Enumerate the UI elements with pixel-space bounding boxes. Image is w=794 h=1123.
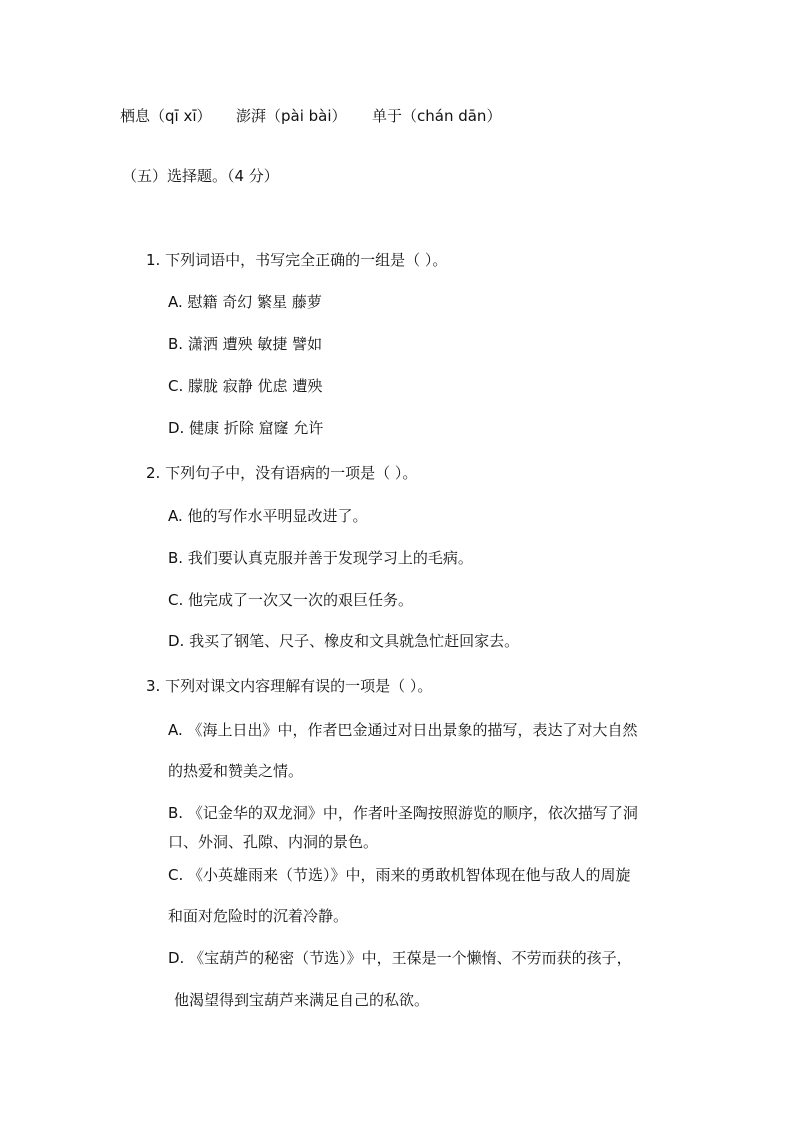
section-title: （五）选择题。（4 分） — [122, 167, 279, 185]
option-b: B. 潇洒 遭殃 敏捷 譬如 — [168, 335, 323, 353]
option-a-line-2: 的热爱和赞美之情。 — [168, 762, 304, 780]
option-d-line-1: D. 《宝葫芦的秘密（节选）》中，王葆是一个懒惰、不劳而获的孩子， — [168, 949, 632, 967]
option-c: C. 朦胧 寂静 优虑 遭殃 — [168, 377, 323, 395]
option-d: D. 健康 折除 窟窿 允许 — [168, 419, 324, 437]
question-stem: 2. 下列句子中，没有语病的一项是（ ）。 — [146, 464, 418, 482]
option-a: A. 慰籍 奇幻 繁星 藤萝 — [168, 293, 322, 311]
option-d-line-2: 他渴望得到宝葫芦来满足自己的私欲。 — [174, 991, 430, 1009]
option-b: B. 我们要认真克服并善于发现学习上的毛病。 — [168, 549, 473, 567]
pinyin-item-1: 栖息（qī xī） — [120, 107, 212, 125]
pinyin-item-2: 澎湃（pài bài） — [236, 107, 347, 125]
option-a: A. 他的写作水平明显改进了。 — [168, 507, 368, 525]
option-c-line-1: C. 《小英雄雨来（节选）》中，雨来的勇敢机智体现在他与敌人的周旋 — [168, 866, 631, 884]
pinyin-item-3: 单于（chán dān） — [372, 107, 502, 125]
option-c-line-2: 和面对危险时的沉着冷静。 — [168, 907, 349, 925]
option-c: C. 他完成了一次又一次的艰巨任务。 — [168, 591, 414, 609]
option-b-line-1: B. 《记金华的双龙洞》中，作者叶圣陶按照游览的顺序，依次描写了洞 — [168, 804, 638, 822]
option-a-line-1: A. 《海上日出》中，作者巴金通过对日出景象的描写，表达了对大自然 — [168, 721, 638, 739]
question-stem: 1. 下列词语中，书写完全正确的一组是（ ）。 — [146, 251, 448, 269]
option-b-line-2: 口、外洞、孔隙、内洞的景色。 — [168, 833, 379, 851]
option-d: D. 我买了钢笔、尺子、橡皮和文具就急忙赶回家去。 — [168, 632, 520, 650]
question-stem: 3. 下列对课文内容理解有误的一项是（ ）。 — [146, 677, 433, 695]
